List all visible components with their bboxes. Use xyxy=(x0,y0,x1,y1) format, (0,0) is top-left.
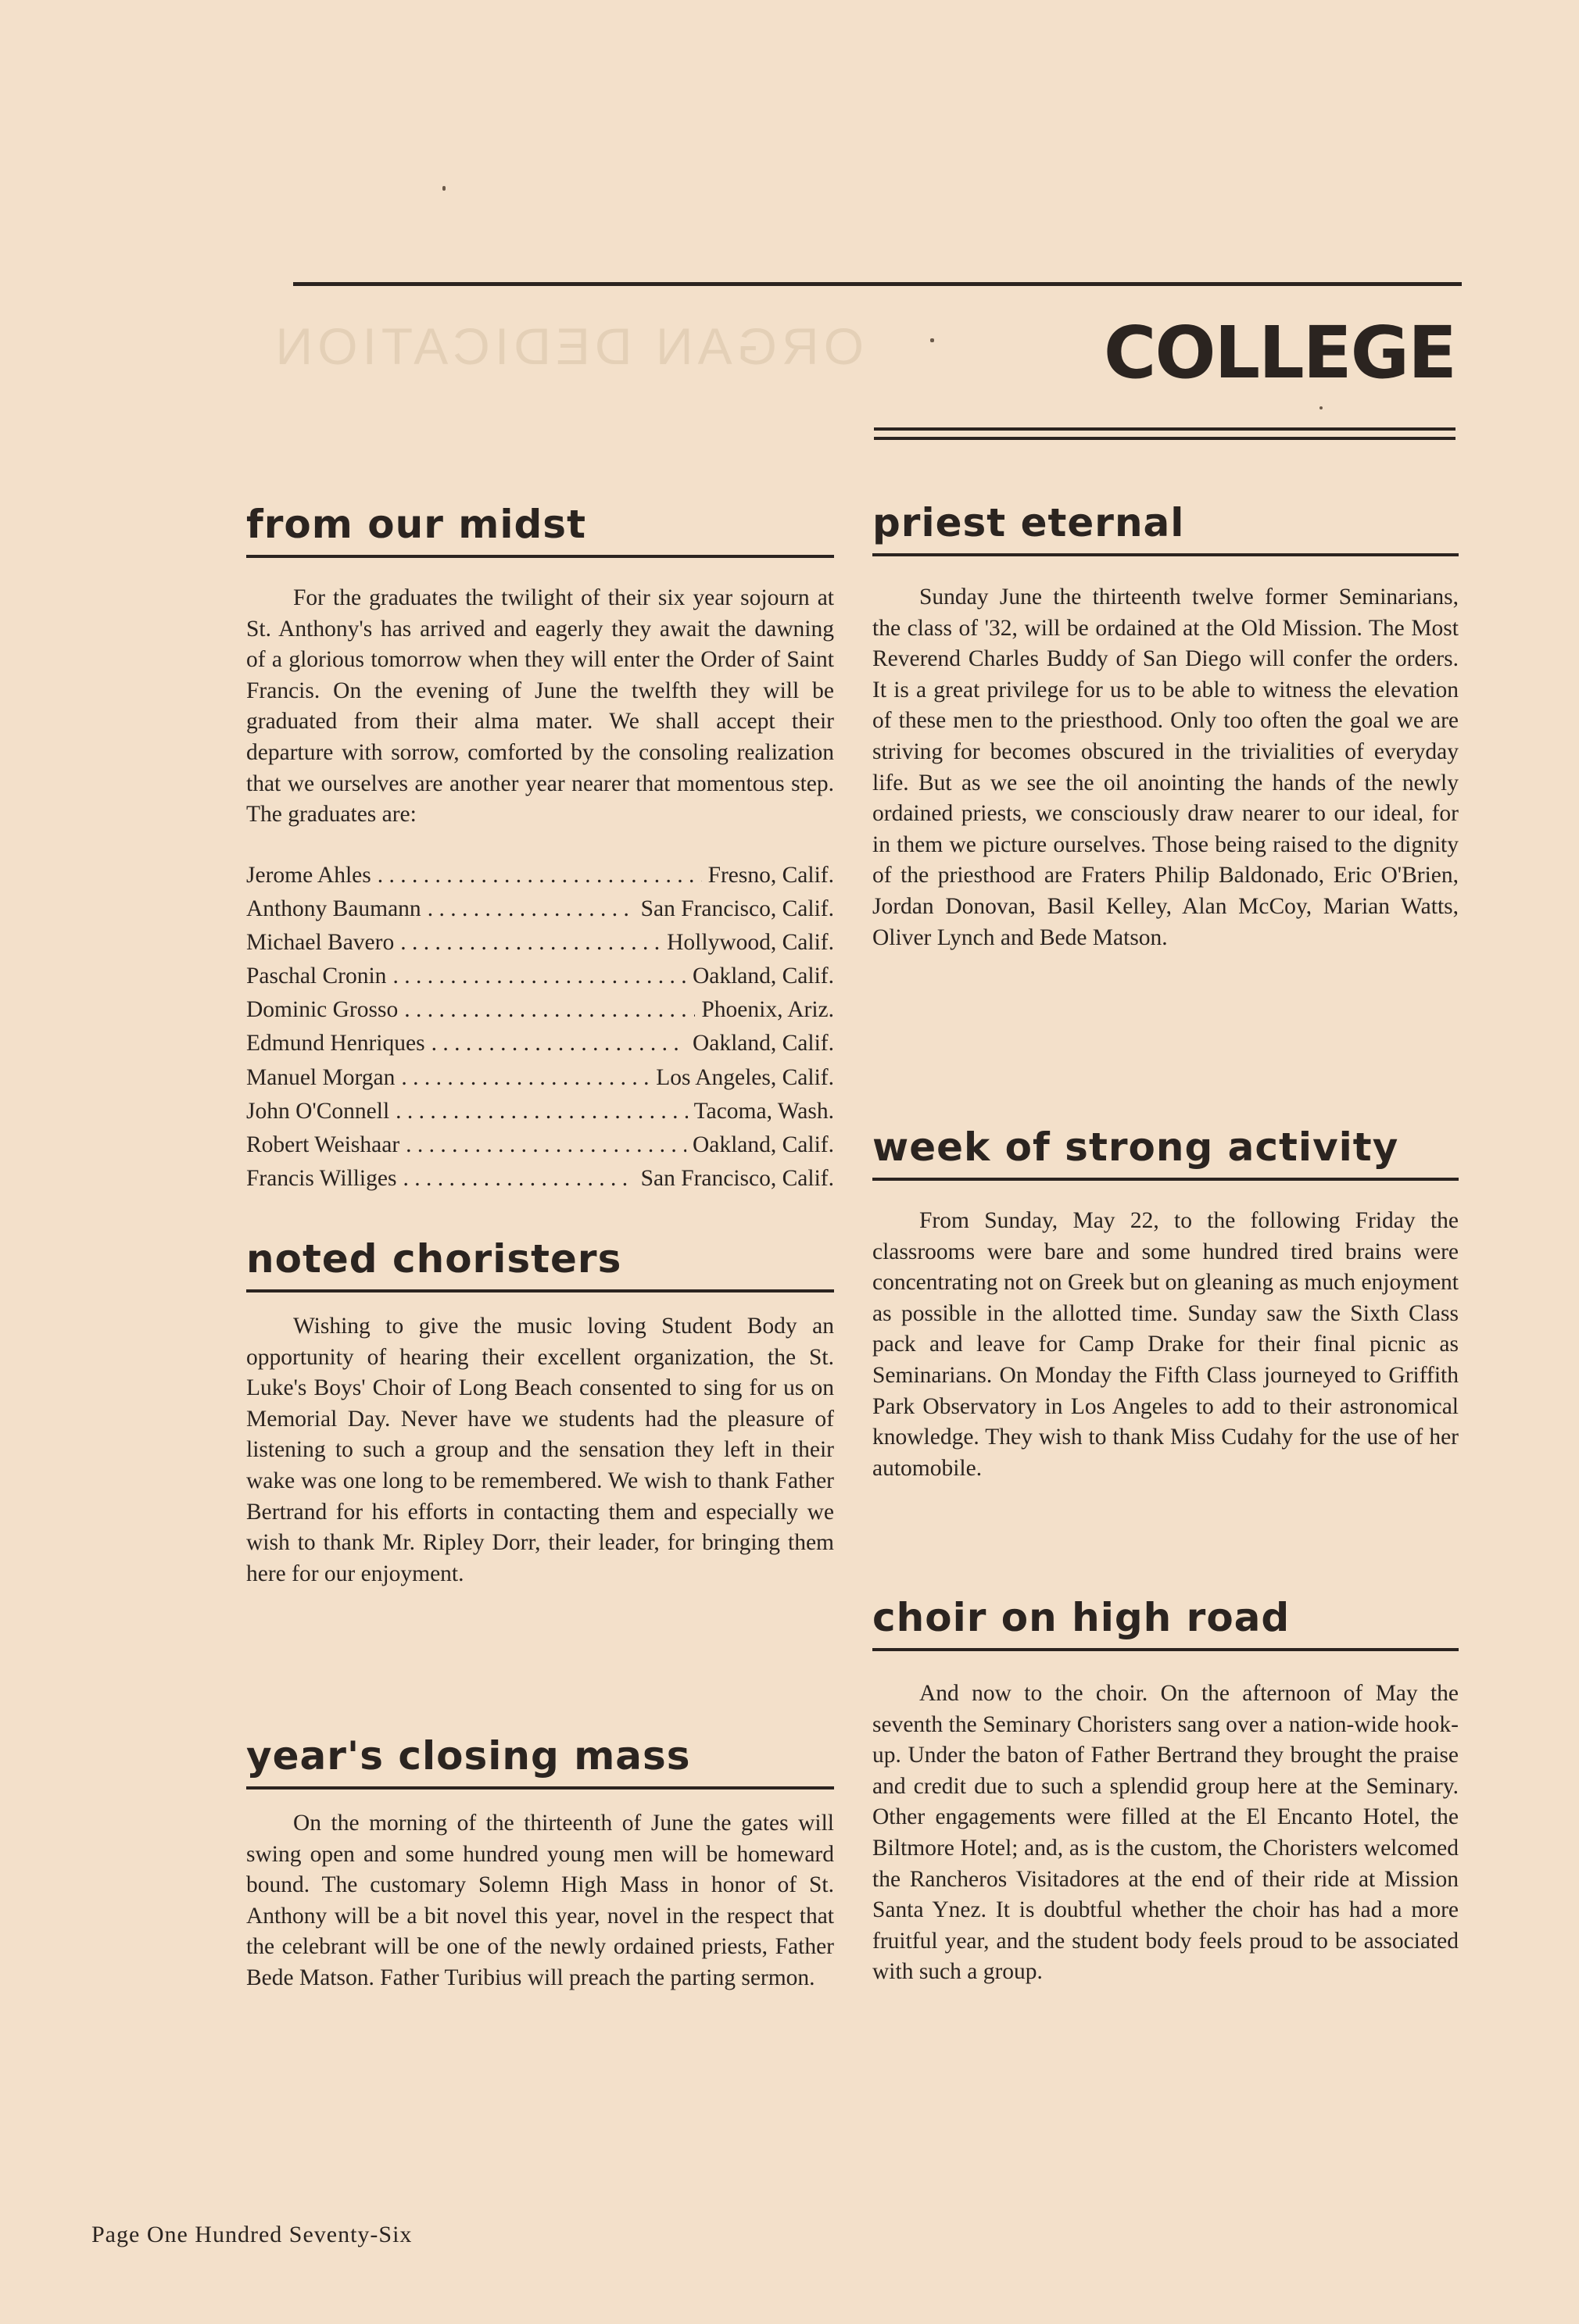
week-of-strong-activity-heading-block xyxy=(872,1124,1459,1181)
years-closing-mass-heading-block xyxy=(246,1733,834,1789)
priest-eternal-heading: priest eternal xyxy=(872,503,1459,556)
noted-choristers-heading-block xyxy=(246,1236,834,1293)
graduate-name: Paschal Cronin xyxy=(246,964,387,989)
choir-on-high-road-body: And now to the choir. On the afternoon of May the seventh the Seminary Choristers sang over a nation-wide hook-up. Under the baton of Father Bertrand they brought the praise and credit due to such a splendid group here at the Seminary. Other engagements were filled at the El Encanto Hotel, the Biltmore Hotel; and, as is the custom, the Choristers welcomed the Rancheros Visitadores at the end of their ride at Mission Santa Ynez. It is doubtful whether the choir has had a more fruitful year, and the student body feels proud to be associated with such a group. xyxy=(872,1681,1459,1985)
graduate-row xyxy=(246,1061,834,1095)
priest-eternal-heading-block xyxy=(872,500,1459,556)
graduate-row xyxy=(246,993,834,1027)
choir-on-high-road-heading-block xyxy=(872,1595,1459,1651)
graduate-row xyxy=(246,960,834,993)
graduate-name: Dominic Grosso xyxy=(246,997,399,1023)
graduate-row xyxy=(246,1027,834,1060)
week-of-strong-activity-heading: week of strong activity xyxy=(872,1128,1459,1181)
graduate-row xyxy=(246,859,834,892)
title-rule-lower xyxy=(874,437,1455,440)
years-closing-mass-body: On the morning of the thirteenth of June the gates will swing open and some hundred young men will be homeward bound. The customary Solemn High Mass in honor of St. Anthony will be a bit novel this year, novel in the respect that the celebrant will be one of the newly ordained priests, Father Bede Matson. Father Turibius will preach the parting sermon. xyxy=(246,1811,834,1990)
graduate-place: Oakland, Calif. xyxy=(692,1132,834,1157)
leader-dots xyxy=(378,859,702,892)
from-our-midst-body: For the graduates the twilight of their six year sojourn at St. Anthony's has arrived and eagerly they await the dawning of a glorious tomorrow when they will enter the Order of Saint Francis. On the evening of June the twelfth they will be graduated from their alma mater. We shall accept their departure with sorrow, comforted by the consoling realization that we ourselves are another year nearer that momentous step. The graduates are: xyxy=(246,585,834,828)
leader-dots xyxy=(400,926,661,960)
graduate-place: Fresno, Calif. xyxy=(707,863,834,888)
graduate-row xyxy=(246,892,834,926)
from-our-midst-heading-block xyxy=(246,502,834,558)
bleed-through-text: ORGAN DEDICATION xyxy=(270,317,864,375)
noted-choristers-heading: noted choristers xyxy=(246,1239,834,1293)
graduate-place: Oakland, Calif. xyxy=(692,1031,834,1057)
graduate-name: Manuel Morgan xyxy=(246,1064,396,1090)
week-of-strong-activity-body: From Sunday, May 22, to the following Friday the classrooms were bare and some hundred tired brains were concentrating not on Greek but on gleaning as much enjoyment as possible in the allotted time. Sunday saw the Sixth Class pack and leave for Camp Drake for their final picnic as Seminarians. On Monday the Fifth Class journeyed to Griffith Park Observatory in Los Angeles to add to their astronomical knowledge. They wish to thank Miss Cudahy for the use of her automobile. xyxy=(872,1208,1459,1481)
years-closing-mass-heading: year's closing mass xyxy=(246,1736,834,1789)
leader-dots xyxy=(403,1162,634,1196)
graduate-place: San Francisco, Calif. xyxy=(640,896,834,922)
priest-eternal-body: Sunday June the thirteenth twelve former Seminarians, the class of '32, will be ordained at the Old Mission. The Most Reverend Charles Buddy of San Diego will confer the orders. It is a great privilege for us to be able to witness the elevation of these men to the priesthood. Only too often the goal we are striving for becomes obscured in the trivialities of everyday life. But as we see the oil anointing the hands of the newly ordained priests, we consciously draw nearer to our ideal, for in them we picture ourselves. Those being raised to the dignity of the priesthood are Fraters Philip Baldonado, Eric O'Brien, Jordan Donovan, Basil Kelley, Alan McCoy, Marian Watts, Oliver Lynch and Bede Matson. xyxy=(872,585,1459,950)
leader-dots xyxy=(431,1027,686,1060)
graduate-place: Hollywood, Calif. xyxy=(667,930,834,956)
graduate-row xyxy=(246,926,834,960)
leader-dots xyxy=(406,1128,686,1162)
paper-speck xyxy=(930,338,934,342)
leader-dots xyxy=(404,993,695,1027)
graduate-name: Michael Bavero xyxy=(246,930,395,956)
graduate-name: Francis Williges xyxy=(246,1165,397,1191)
top-rule xyxy=(293,282,1462,286)
from-our-midst-heading: from our midst xyxy=(246,505,834,558)
choir-on-high-road-heading: choir on high road xyxy=(872,1598,1459,1651)
leader-dots xyxy=(428,892,635,926)
graduate-place: Oakland, Calif. xyxy=(692,964,834,989)
paper-speck xyxy=(1319,406,1323,409)
graduate-name: Robert Weishaar xyxy=(246,1132,400,1157)
noted-choristers-body: Wishing to give the music loving Student Body an opportunity of hearing their excellent organization, the St. Luke's Boys' Choir of Long Beach consented to sing for us on Memorial Day. Never have we students had the pleasure of listening to such a group and the sensation they left in their wake was one long to be remembered. We wish to thank Father Bertrand for his efforts in contacting them and especially we wish to thank Mr. Ripley Dorr, their leader, for bringing them here for our enjoyment. xyxy=(246,1314,834,1586)
graduate-name: John O'Connell xyxy=(246,1098,390,1124)
leader-dots xyxy=(396,1095,688,1128)
graduate-place: Los Angeles, Calif. xyxy=(656,1064,834,1090)
graduate-name: Edmund Henriques xyxy=(246,1031,425,1057)
title-rule-upper xyxy=(874,427,1455,431)
graduate-row xyxy=(246,1095,834,1128)
page-number-footer: Page One Hundred Seventy-Six xyxy=(91,2222,413,2247)
graduates-list xyxy=(246,859,834,1196)
graduate-name: Anthony Baumann xyxy=(246,896,421,922)
graduate-row xyxy=(246,1162,834,1196)
graduate-place: Phoenix, Ariz. xyxy=(701,997,834,1023)
paper-speck xyxy=(442,186,446,191)
section-title: COLLEGE xyxy=(1103,311,1455,395)
leader-dots xyxy=(401,1061,650,1095)
leader-dots xyxy=(392,960,686,993)
graduate-place: Tacoma, Wash. xyxy=(693,1098,834,1124)
graduate-row xyxy=(246,1128,834,1162)
graduate-name: Jerome Ahles xyxy=(246,863,371,888)
graduate-place: San Francisco, Calif. xyxy=(640,1165,834,1191)
